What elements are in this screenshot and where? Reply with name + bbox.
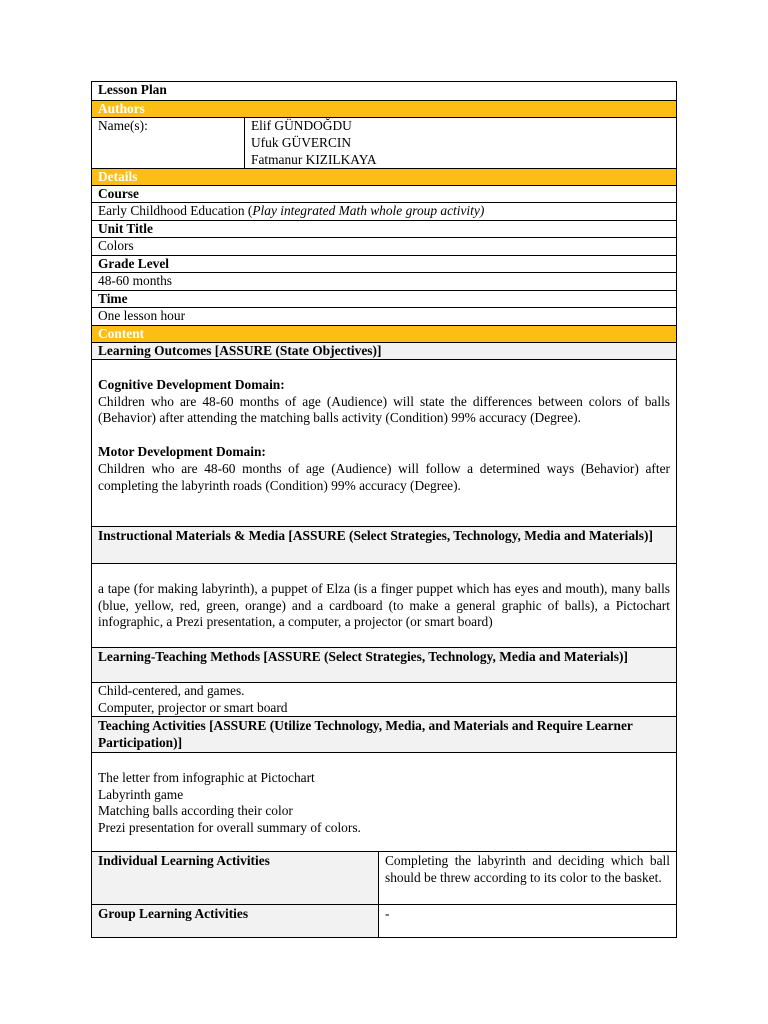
authors-section-header: Authors — [92, 100, 676, 117]
individual-learning-row — [92, 851, 676, 904]
materials-text: a tape (for making labyrinth), a puppet of Elza (is a finger puppet which has eyes and mouth), many balls (blue, yellow, red, green, orange) and a cardboard (to make a general graphic of balls), a Pictochart infographic, a Prezi presentation, a computer, a projector (or smart board) — [98, 580, 670, 630]
lesson-plan-table — [91, 81, 677, 938]
unit-title-label: Unit Title — [92, 220, 676, 237]
grade-level-label: Grade Level — [92, 255, 676, 272]
time-label: Time — [92, 290, 676, 307]
author-names — [245, 118, 676, 168]
cognitive-domain-text: Children who are 48-60 months of age (Audience) will state the differences between colors of balls (Behavior) after attending the matching balls activity (Condition) 99% accuracy (Degree). — [98, 393, 670, 426]
cognitive-domain-heading: Cognitive Development Domain: — [98, 376, 285, 392]
motor-domain-heading: Motor Development Domain: — [98, 443, 266, 459]
grade-level-value: 48-60 months — [92, 272, 676, 290]
teaching-activities-heading: Teaching Activities [ASSURE (Utilize Technology, Media, and Materials and Require Learner Participation)] — [92, 716, 676, 752]
teaching-activities-body — [92, 752, 676, 851]
details-section-header: Details — [92, 168, 676, 185]
course-value — [92, 202, 676, 220]
learning-outcomes-body — [92, 359, 676, 526]
individual-learning-value: Completing the labyrinth and deciding which ball should be threw according to its color to the basket. — [385, 853, 670, 885]
author-name: Fatmanur KIZILKAYA — [251, 151, 377, 167]
course-label: Course — [92, 185, 676, 202]
materials-heading: Instructional Materials & Media [ASSURE (Select Strategies, Technology, Media and Materials)] — [92, 526, 676, 563]
content-section-header: Content — [92, 325, 676, 342]
activity-line: Labyrinth game — [98, 786, 184, 802]
methods-line: Child-centered, and games. — [98, 683, 245, 698]
methods-line: Computer, projector or smart board — [98, 699, 288, 715]
activity-line: Matching balls according their color — [98, 803, 293, 819]
motor-domain-text: Children who are 48-60 months of age (Audience) will follow a determined ways (Behavior) after completing the labyrinth roads (Condition) 99% accuracy (Degree). — [98, 460, 670, 493]
author-name: Elif GÜNDOĞDU — [251, 118, 352, 133]
individual-learning-label: Individual Learning Activities — [92, 852, 379, 904]
group-learning-row — [92, 904, 676, 937]
authors-row — [92, 117, 676, 168]
unit-title-value: Colors — [92, 237, 676, 255]
course-text: Early Childhood Education ( — [98, 203, 253, 218]
methods-body — [92, 682, 676, 716]
lesson-plan-title: Lesson Plan — [98, 82, 167, 97]
learning-outcomes-heading: Learning Outcomes [ASSURE (State Objectives)] — [92, 342, 676, 359]
group-learning-label: Group Learning Activities — [92, 905, 379, 937]
materials-body — [92, 563, 676, 647]
author-name: Ufuk GÜVERCIN — [251, 134, 352, 150]
methods-heading: Learning-Teaching Methods [ASSURE (Select Strategies, Technology, Media and Materials)] — [92, 647, 676, 682]
activity-line: Prezi presentation for overall summary of colors. — [98, 820, 361, 836]
names-label: Name(s): — [92, 118, 245, 168]
group-learning-value: - — [385, 906, 390, 921]
course-italic-text: Play integrated Math whole group activity) — [252, 203, 485, 218]
activity-line: The letter from infographic at Pictochart — [98, 769, 315, 785]
time-value: One lesson hour — [92, 307, 676, 325]
